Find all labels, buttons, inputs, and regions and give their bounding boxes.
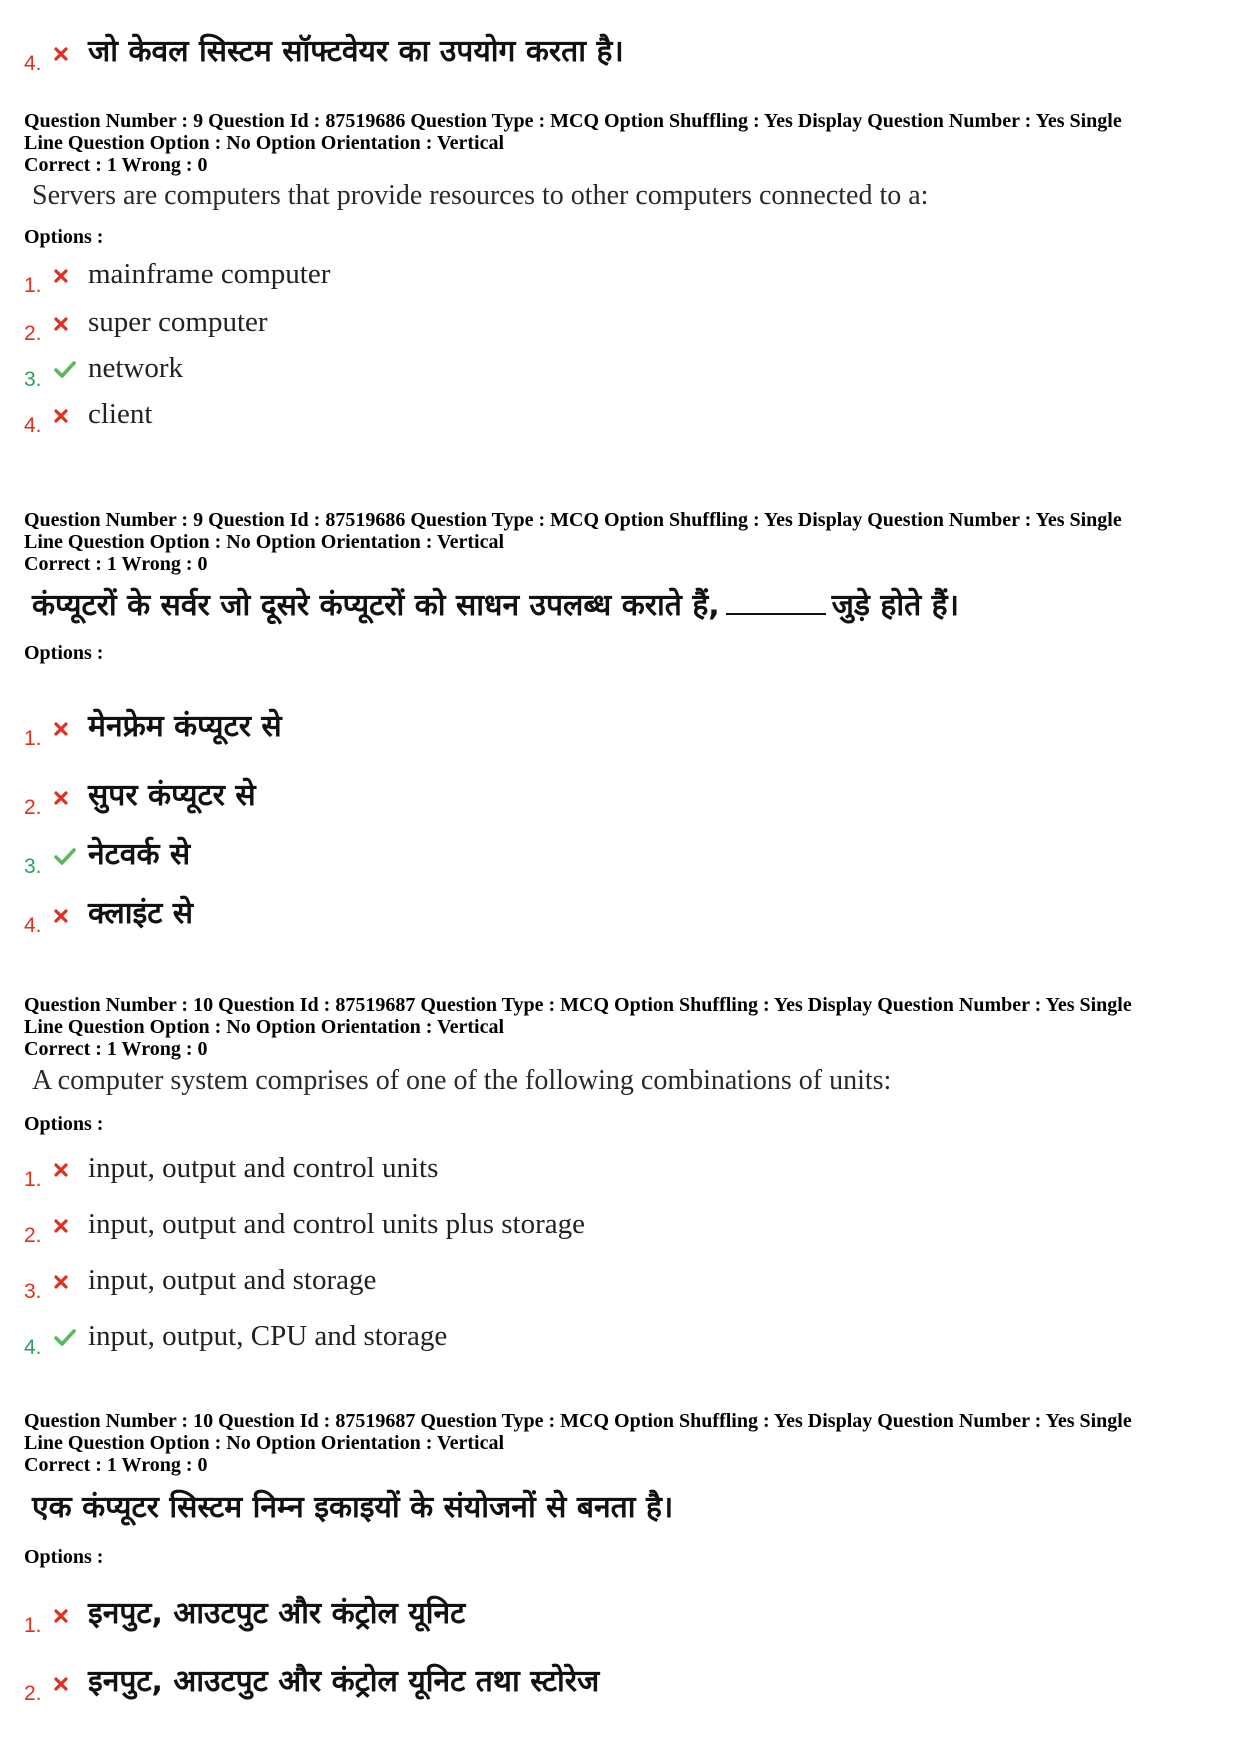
options-label: Options :: [24, 642, 104, 664]
option-row: [24, 382, 152, 438]
option-text: super computer: [88, 306, 268, 339]
option-text: नेटवर्क से: [88, 837, 191, 872]
option-row: [24, 882, 193, 938]
option-number: 4.: [24, 1336, 42, 1359]
option-number: 4.: [24, 414, 42, 437]
question-meta-line: Question Number : 10 Question Id : 87519687 Question Type : MCQ Option Shuffling : Yes Display Question Number : Yes Single: [24, 1410, 1132, 1432]
question-meta: [24, 110, 1214, 154]
option-number: 4.: [24, 914, 42, 937]
question-text: A computer system comprises of one of the following combinations of units:: [32, 1065, 892, 1096]
option-number: 2.: [24, 796, 42, 819]
option-text: जो केवल सिस्टम सॉफ्टवेयर का उपयोग करता है।: [88, 34, 624, 69]
option-number: 1.: [24, 727, 42, 750]
option-number: 1.: [24, 1168, 42, 1191]
option-text: सुपर कंप्यूटर से: [88, 778, 256, 813]
option-row: [24, 1136, 438, 1192]
question-meta-line: Line Question Option : No Option Orientation : Vertical: [24, 531, 505, 553]
cross-icon: [54, 1214, 88, 1238]
question-text: Servers are computers that provide resources to other computers connected to a:: [32, 180, 929, 211]
option-row: [24, 764, 256, 820]
question-meta: [24, 509, 1214, 553]
option-text: input, output and control units: [88, 1152, 439, 1185]
option-text: इनपुट, आउटपुट और कंट्रोल यूनिट: [88, 1596, 466, 1631]
question-meta-line: Question Number : 10 Question Id : 87519687 Question Type : MCQ Option Shuffling : Yes Display Question Number : Yes Single: [24, 994, 1132, 1016]
option-row: [24, 695, 282, 751]
options-label: Options :: [24, 1113, 104, 1135]
cross-icon: [54, 1270, 88, 1294]
cross-icon: [54, 786, 88, 810]
option-number: 1.: [24, 274, 42, 297]
option-row: [24, 1248, 376, 1304]
option-text: क्लाइंट से: [88, 896, 194, 931]
answer-blank: [726, 589, 826, 615]
question-meta: [24, 994, 1214, 1038]
correct-wrong-marks: Correct : 1 Wrong : 0: [24, 154, 208, 176]
correct-wrong-marks: Correct : 1 Wrong : 0: [24, 1038, 208, 1060]
cross-icon: [54, 1158, 88, 1182]
option-number: 3.: [24, 1280, 42, 1303]
question-meta-line: Question Number : 9 Question Id : 87519686 Question Type : MCQ Option Shuffling : Yes Display Question Number : Yes Single: [24, 110, 1122, 132]
correct-wrong-marks: Correct : 1 Wrong : 0: [24, 1454, 208, 1476]
option-row: [24, 823, 190, 879]
option-number: 3.: [24, 855, 42, 878]
option-number: 2.: [24, 1224, 42, 1247]
option-number: 2.: [24, 1682, 42, 1705]
option-number: 4.: [24, 52, 42, 75]
cross-icon: [54, 264, 88, 288]
option-row: [24, 1582, 465, 1638]
question-meta: [24, 1410, 1214, 1454]
question-text-part: जुड़े होते हैं।: [831, 588, 959, 623]
check-icon: [54, 1326, 88, 1350]
cross-icon: [54, 904, 88, 928]
option-text: input, output, CPU and storage: [88, 1320, 448, 1353]
question-meta-line: Line Question Option : No Option Orientation : Vertical: [24, 1016, 505, 1038]
option-number: 3.: [24, 368, 42, 391]
check-icon: [54, 845, 88, 869]
question-meta-line: Question Number : 9 Question Id : 87519686 Question Type : MCQ Option Shuffling : Yes Display Question Number : Yes Single: [24, 509, 1122, 531]
option-number: 1.: [24, 1614, 42, 1637]
option-text: input, output and storage: [88, 1264, 377, 1297]
option-text: input, output and control units plus storage: [88, 1208, 585, 1241]
options-label: Options :: [24, 1546, 104, 1568]
cross-icon: [54, 42, 88, 66]
option-text: इनपुट, आउटपुट और कंट्रोल यूनिट तथा स्टोरेज: [88, 1664, 600, 1699]
question-text: [32, 583, 959, 624]
options-label: Options :: [24, 226, 104, 248]
option-row: [24, 1192, 585, 1248]
cross-icon: [54, 404, 88, 428]
cross-icon: [54, 1604, 88, 1628]
correct-wrong-marks: Correct : 1 Wrong : 0: [24, 553, 208, 575]
option-text: client: [88, 398, 153, 431]
option-row: [24, 1650, 599, 1706]
check-icon: [54, 358, 88, 382]
option-number: 2.: [24, 322, 42, 345]
option-text: network: [88, 352, 184, 385]
cross-icon: [54, 1672, 88, 1696]
option-row: [24, 1304, 447, 1360]
question-meta-line: Line Question Option : No Option Orientation : Vertical: [24, 1432, 505, 1454]
option-text: mainframe computer: [88, 258, 331, 291]
question-meta-line: Line Question Option : No Option Orientation : Vertical: [24, 132, 505, 154]
option-text: मेनफ्रेम कंप्यूटर से: [88, 709, 282, 744]
cross-icon: [54, 717, 88, 741]
cross-icon: [54, 312, 88, 336]
question-text-part: कंप्यूटरों के सर्वर जो दूसरे कंप्यूटरों को साधन उपलब्ध कराते हैं,: [32, 588, 720, 623]
question-text: एक कंप्यूटर सिस्टम निम्न इकाइयों के संयोजनों से बनता है।: [32, 1490, 674, 1525]
option-row: [24, 20, 624, 76]
